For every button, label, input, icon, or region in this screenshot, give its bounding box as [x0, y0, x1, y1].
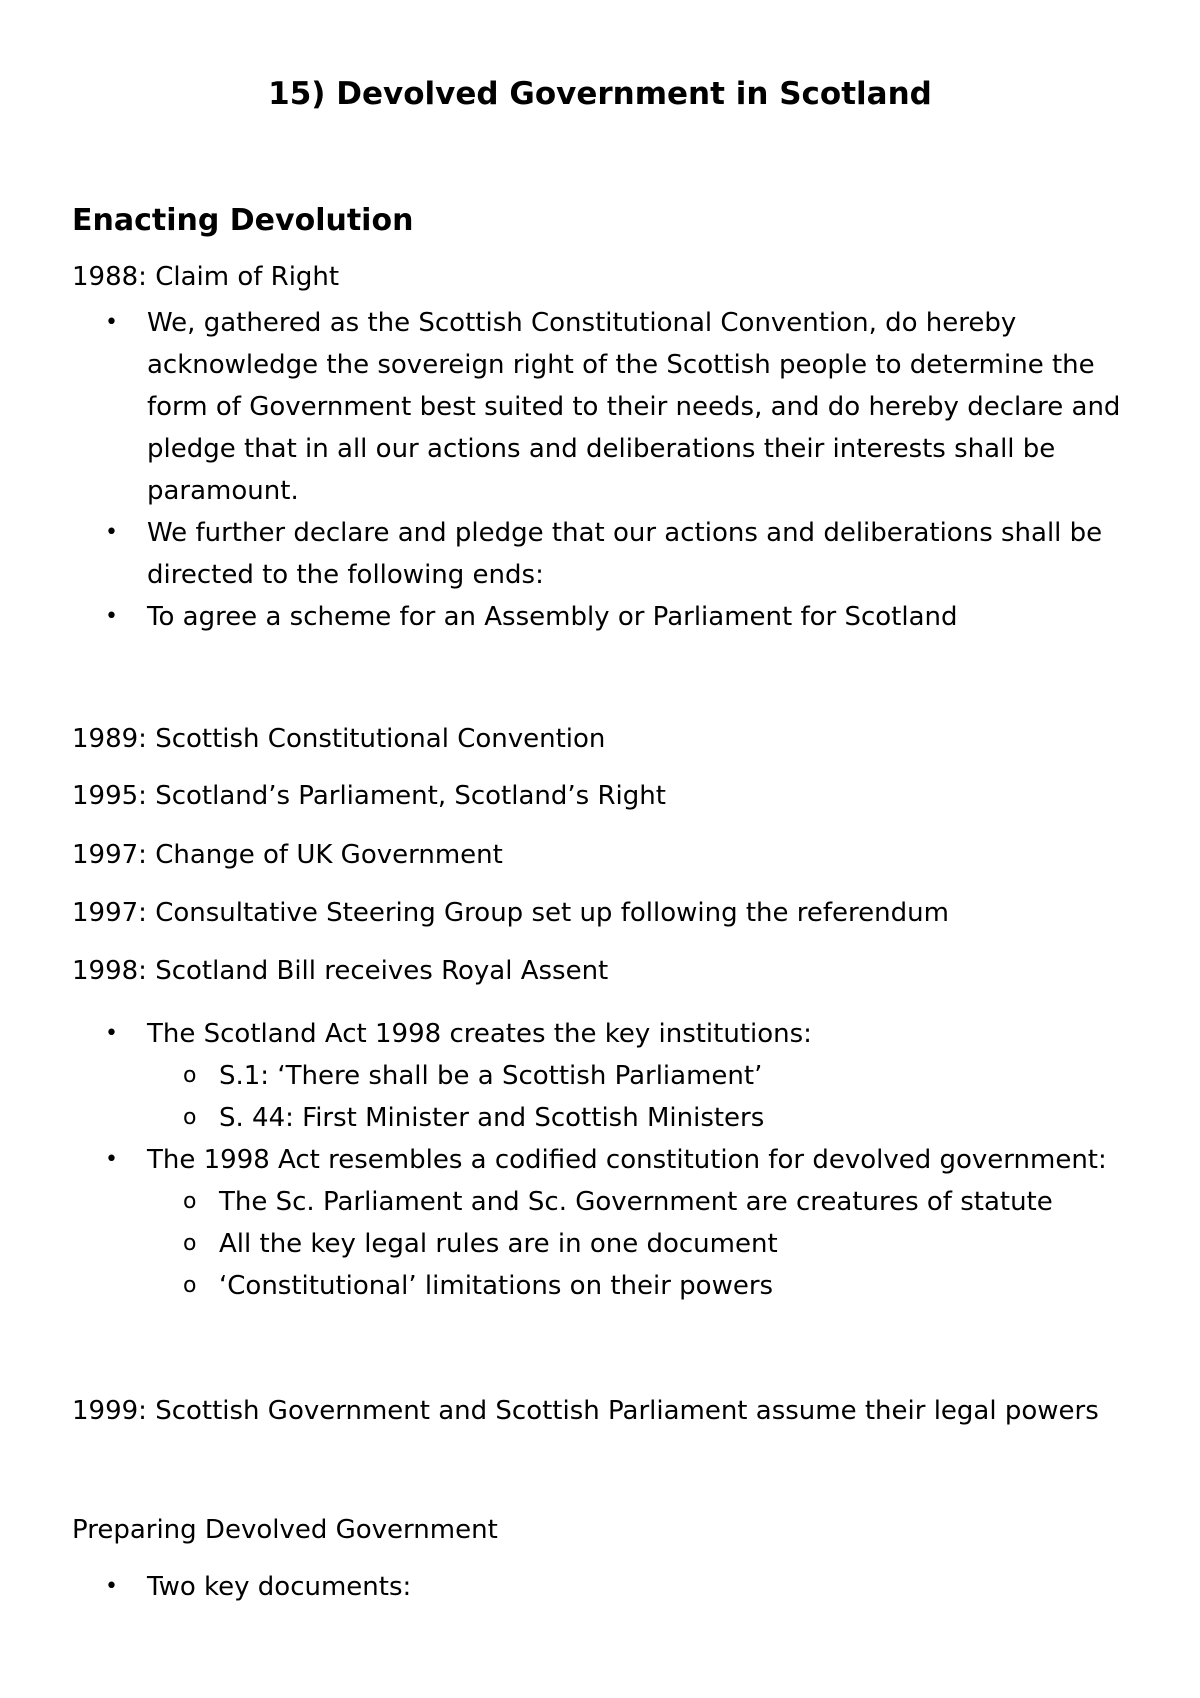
sub-list-item [183, 1097, 1165, 1139]
bullet-text: We further declare and pledge that our actions and deliberations shall be directed to the following ends: [147, 518, 1103, 590]
bullet-icon: • [105, 1147, 118, 1172]
sub-bullet-icon: o [183, 1189, 197, 1214]
bullet-text: The 1998 Act resembles a codified constitution for devolved government: [147, 1145, 1107, 1175]
page-title: 15) Devolved Government in Scotland [268, 76, 932, 112]
bullet-icon: • [105, 310, 118, 335]
list-item [105, 1013, 1165, 1055]
sub-bullet-icon: o [183, 1105, 197, 1130]
sub-bullet-icon: o [183, 1273, 197, 1298]
list-item [105, 1139, 1165, 1181]
sub-bullet-text: S.1: ‘There shall be a Scottish Parliament’ [219, 1061, 763, 1091]
bullet-icon: • [105, 1021, 118, 1046]
timeline-item: 1997: Change of UK Government [72, 840, 503, 870]
bullet-text: The Scotland Act 1998 creates the key institutions: [147, 1019, 812, 1049]
list-item [105, 302, 1135, 512]
bullet-icon: • [105, 604, 118, 629]
list-item [105, 512, 1135, 596]
sub-bullet-icon: o [183, 1063, 197, 1088]
claim-of-right-label: 1988: Claim of Right [72, 262, 340, 292]
sub-bullet-text: S. 44: First Minister and Scottish Ministers [219, 1103, 765, 1133]
preparing-bullets [105, 1566, 1105, 1608]
sub-list-item [183, 1181, 1165, 1223]
list-item [105, 596, 1135, 638]
scotland-act-bullets [105, 1013, 1165, 1307]
sub-list-item [183, 1055, 1165, 1097]
preparing-label: Preparing Devolved Government [72, 1515, 498, 1545]
timeline-item: 1995: Scotland’s Parliament, Scotland’s Right [72, 781, 666, 811]
bullet-icon: • [105, 1574, 118, 1599]
timeline-item: 1997: Consultative Steering Group set up following the referendum [72, 898, 949, 928]
sub-bullet-text: All the key legal rules are in one document [219, 1229, 778, 1259]
bullet-text: To agree a scheme for an Assembly or Parliament for Scotland [147, 602, 958, 632]
section-heading-enacting-devolution: Enacting Devolution [72, 203, 414, 238]
bullet-icon: • [105, 520, 118, 545]
list-item [105, 1566, 1105, 1608]
bullet-text: Two key documents: [147, 1572, 412, 1602]
sub-bullet-text: The Sc. Parliament and Sc. Government are creatures of statute [219, 1187, 1053, 1217]
sub-list-item [183, 1223, 1165, 1265]
sub-bullet-text: ‘Constitutional’ limitations on their powers [219, 1271, 774, 1301]
claim-of-right-bullets [105, 302, 1135, 638]
timeline-item: 1998: Scotland Bill receives Royal Assent [72, 956, 609, 986]
bullet-text: We, gathered as the Scottish Constitutional Convention, do hereby acknowledge the sovereign right of the Scottish people to determine the form of Government best suited to their needs, and do hereby declare and pledge that in all our actions and deliberations their interests shall be paramount. [147, 308, 1121, 506]
sub-list-item [183, 1265, 1165, 1307]
sub-bullet-icon: o [183, 1231, 197, 1256]
assume-powers-line: 1999: Scottish Government and Scottish Parliament assume their legal powers [72, 1396, 1099, 1426]
timeline-item: 1989: Scottish Constitutional Convention [72, 724, 606, 754]
